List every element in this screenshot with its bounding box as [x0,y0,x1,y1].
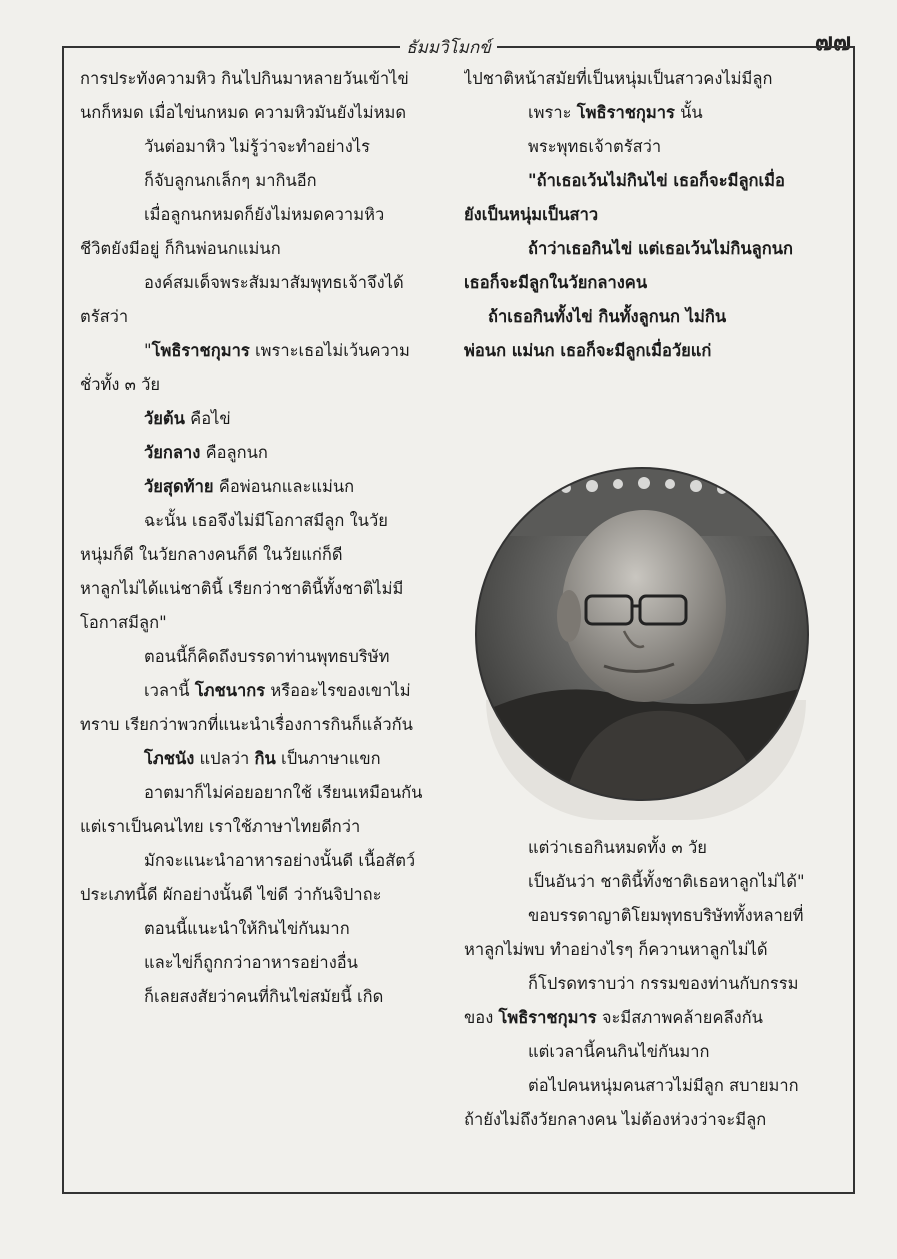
text-segment: ถ้ายังไม่ถึงวัยกลางคน ไม่ต้องห่วงว่าจะมีลูก [464,1110,767,1129]
text-line [464,334,834,368]
text-line [464,1069,834,1103]
right-column-bottom [464,831,834,1137]
text-line [80,334,450,368]
text-line [464,831,834,865]
text-segment: ตรัสว่า [80,307,129,326]
text-segment: วันต่อมาหิว ไม่รู้ว่าจะทำอย่างไร [144,137,370,156]
text-line [464,164,834,198]
text-segment: หนุ่มก็ดี ในวัยกลางคนก็ดี ในวัยแก่ก็ดี [80,545,343,564]
bold-text: "ถ้าเธอเว้นไม่กินไข่ เธอก็จะมีลูกเมื่อ [528,171,785,190]
text-segment: ก็จับลูกนกเล็กๆ มากินอีก [144,171,317,190]
text-segment: เวลานี้ [144,681,195,700]
text-segment: แต่เราเป็นคนไทย เราใช้ภาษาไทยดีกว่า [80,817,361,836]
text-line [80,878,450,912]
text-segment: อาตมาก็ไม่ค่อยอยากใช้ เรียนเหมือนกัน [144,783,423,802]
text-line [80,980,450,1014]
bold-text: ยังเป็นหนุ่มเป็นสาว [464,205,599,224]
text-segment: ชั่วทั้ง ๓ วัย [80,375,161,394]
bold-text: โภชนากร [194,681,266,700]
text-line [464,266,834,300]
page-number: ๗๗ [814,27,851,56]
text-line [80,130,450,164]
text-segment: นกก็หมด เมื่อไข่นกหมด ความหิวมันยังไม่หมด [80,103,407,122]
text-line [80,232,450,266]
text-line [80,572,450,606]
text-segment: หาลูกไม่พบ ทำอย่างไรๆ ก็ควานหาลูกไม่ได้ [464,940,768,959]
bold-text: วัยต้น [144,409,185,428]
text-line [80,436,450,470]
text-line [80,402,450,436]
text-segment: " [144,341,152,360]
bold-text: กิน [254,749,276,768]
text-line [80,164,450,198]
text-segment: เป็นภาษาแขก [275,749,381,768]
text-line [80,708,450,742]
text-line [464,865,834,899]
text-line [80,266,450,300]
text-segment: แต่เวลานี้คนกินไข่กันมาก [528,1042,710,1061]
text-segment: ตอนนี้แนะนำให้กินไข่กันมาก [144,919,350,938]
text-segment: องค์สมเด็จพระสัมมาสัมพุทธเจ้าจึงได้ [144,273,404,292]
text-line [464,899,834,933]
left-column [80,62,450,1014]
text-segment: ชีวิตยังมีอยู่ ก็กินพ่อนกแม่นก [80,239,281,258]
text-line [80,300,450,334]
text-segment: แต่ว่าเธอกินหมดทั้ง ๓ วัย [528,838,707,857]
text-line [80,538,450,572]
text-line [80,946,450,980]
text-segment: เมื่อลูกนกหมดก็ยังไม่หมดความหิว [144,205,385,224]
text-line [80,810,450,844]
bold-text: โพธิราชกุมาร [151,341,250,360]
text-segment: ทราบ เรียกว่าพวกที่แนะนำเรื่องการกินก็แล้วกัน [80,715,413,734]
text-segment: โอกาสมีลูก" [80,613,167,632]
text-line [464,967,834,1001]
text-segment: ก็โปรดทราบว่า กรรมของท่านกับกรรม [528,974,799,993]
portrait-image [474,466,810,802]
text-segment: หาลูกไม่ได้แน่ชาตินี้ เรียกว่าชาตินี้ทั้งชาติไม่มี [80,579,404,598]
text-line [464,198,834,232]
bold-text: เธอก็จะมีลูกในวัยกลางคน [464,273,648,292]
text-segment: และไข่ก็ถูกกว่าอาหารอย่างอื่น [144,953,358,972]
text-line [464,96,834,130]
monk-portrait-photo [474,466,810,802]
text-segment: ฉะนั้น เธอจึงไม่มีโอกาสมีลูก ในวัย [144,511,388,530]
text-segment: ตอนนี้ก็คิดถึงบรรดาท่านพุทธบริษัท [144,647,390,666]
text-line [80,96,450,130]
text-line [464,1103,834,1137]
text-segment: พระพุทธเจ้าตรัสว่า [528,137,662,156]
text-line [464,1001,834,1035]
text-line [80,470,450,504]
text-segment: คือไข่ [184,409,231,428]
running-header [0,34,897,61]
bold-text: วัยสุดท้าย [144,477,214,496]
text-segment: ขอบรรดาญาติโยมพุทธบริษัททั้งหลายที่ [528,906,804,925]
bold-text: วัยกลาง [144,443,201,462]
running-title: ธัมมวิโมกข์ [400,38,497,58]
text-line [80,606,450,640]
text-line [464,1035,834,1069]
text-segment: การประทังความหิว กินไปกินมาหลายวันเข้าไข่ [80,69,409,88]
text-segment: ของ [464,1008,499,1027]
bold-text: โพธิราชกุมาร [576,103,675,122]
text-line [464,130,834,164]
text-segment: ไปชาติหน้าสมัยที่เป็นหนุ่มเป็นสาวคงไม่มีลูก [464,69,773,88]
text-line [80,368,450,402]
text-line [464,62,834,96]
text-line [464,933,834,967]
text-segment: หรืออะไรของเขาไม่ [265,681,411,700]
text-segment: นั้น [674,103,703,122]
text-line [464,300,834,334]
text-segment: เพราะเธอไม่เว้นความ [249,341,410,360]
text-line [80,504,450,538]
text-line [80,198,450,232]
text-line [80,62,450,96]
text-line [80,742,450,776]
bold-text: ถ้าว่าเธอกินไข่ แต่เธอเว้นไม่กินลูกนก [528,239,793,258]
text-line [80,776,450,810]
bold-text: โพธิราชกุมาร [498,1008,597,1027]
text-segment: เพราะ [528,103,577,122]
text-segment: เป็นอันว่า ชาตินี้ทั้งชาติเธอหาลูกไม่ได้" [528,872,805,891]
text-line [464,232,834,266]
text-segment: มักจะแนะนำอาหารอย่างนั้นดี เนื้อสัตว์ [144,851,416,870]
text-segment: จะมีสภาพคล้ายคลึงกัน [596,1008,763,1027]
text-line [80,912,450,946]
text-segment: ต่อไปคนหนุ่มคนสาวไม่มีลูก สบายมาก [528,1076,799,1095]
text-segment: คือพ่อนกและแม่นก [213,477,355,496]
right-column-top [464,62,834,368]
text-segment: แปลว่า [194,749,255,768]
text-line [80,640,450,674]
text-segment: คือลูกนก [200,443,268,462]
text-segment: ประเภทนี้ดี ผักอย่างนั้นดี ไข่ดี ว่ากันจิปาถะ [80,885,382,904]
text-line [80,674,450,708]
bold-text: ถ้าเธอกินทั้งไข่ กินทั้งลูกนก ไม่กิน [488,307,727,326]
bold-text: พ่อนก แม่นก เธอก็จะมีลูกเมื่อวัยแก่ [464,341,712,360]
text-segment: ก็เลยสงสัยว่าคนที่กินไข่สมัยนี้ เกิด [144,987,384,1006]
text-line [80,844,450,878]
bold-text: โภชนัง [144,749,195,768]
